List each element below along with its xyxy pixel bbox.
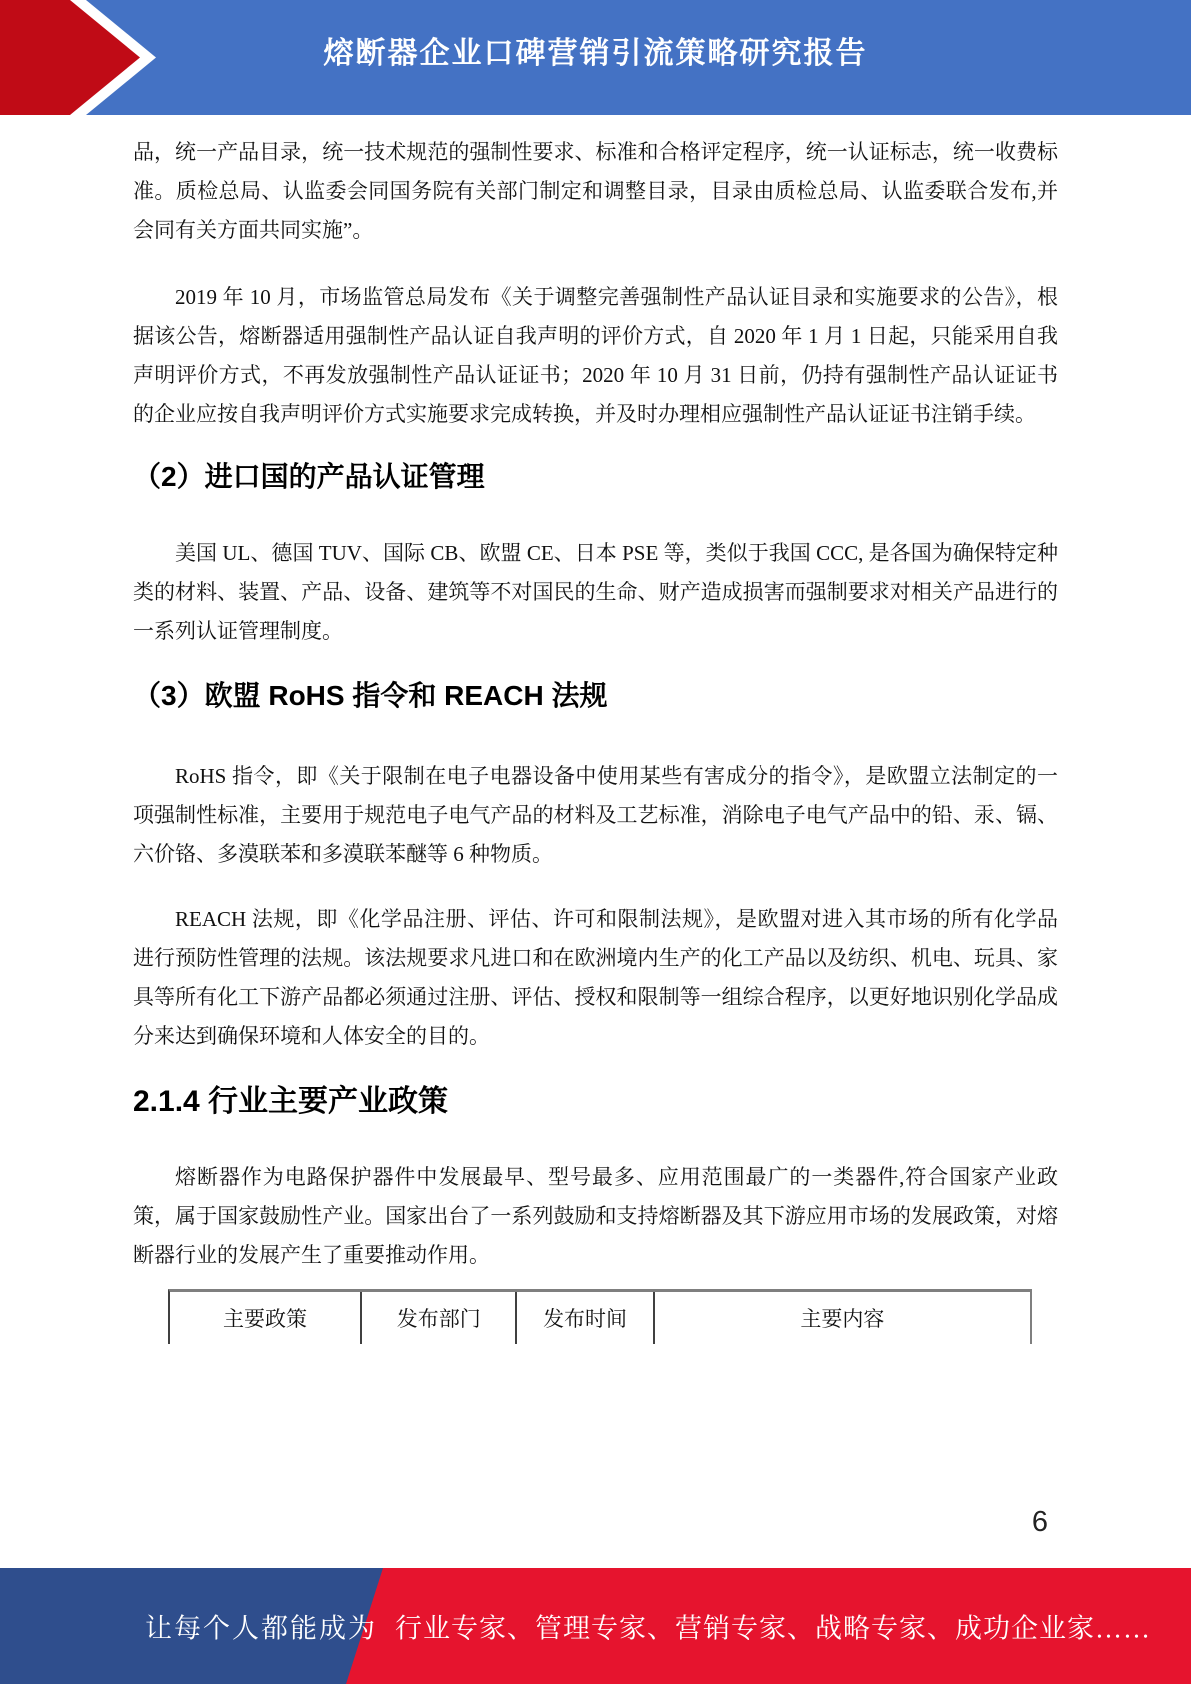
policy-table	[168, 1289, 1032, 1344]
document-body	[133, 115, 1058, 1344]
footer-banner	[0, 1568, 1191, 1684]
table-header-department: 发布部门	[362, 1292, 517, 1344]
paragraph-3: 美国 UL、德国 TUV、国际 CB、欧盟 CE、日本 PSE 等，类似于我国 CCC, 是各国为确保特定种类的材料、装置、产品、设备、建筑等不对国民的生命、财产造成损害而强制要求对相关产品进行的一系列认证管理制度。	[133, 541, 1058, 643]
page-number: 6	[1031, 1506, 1049, 1538]
paragraph-1: 品，统一产品目录，统一技术规范的强制性要求、标准和合格评定程序，统一认证标志，统一收费标准。质检总局、认监委会同国务院有关部门制定和调整目录，目录由质检总局、认监委联合发布,并会同有关方面共同实施”。	[133, 140, 1058, 242]
paragraph-5: REACH 法规，即《化学品注册、评估、许可和限制法规》，是欧盟对进入其市场的所有化学品进行预防性管理的法规。该法规要求凡进口和在欧洲境内生产的化工产品以及纺织、机电、玩具、家具等所有化工下游产品都必须通过注册、评估、授权和限制等一组综合程序，以更好地识别化学品成分来达到确保环境和人体安全的目的。	[133, 907, 1058, 1048]
section-heading-2-1-4: 2.1.4 行业主要产业政策	[133, 1085, 449, 1118]
page-title: 熔断器企业口碑营销引流策略研究报告	[323, 37, 868, 70]
table-header-date: 发布时间	[517, 1292, 654, 1344]
section-heading-2: （2）进口国的产品认证管理	[133, 461, 485, 492]
paragraph-2: 2019 年 10 月，市场监管总局发布《关于调整完善强制性产品认证目录和实施要求的公告》，根据该公告，熔断器适用强制性产品认证自我声明的评价方式，自 2020 年 1 月 1 日起，只能采用自我声明评价方式，不再发放强制性产品认证证书；2020 年 10 月 31 日前，仍持有强制性产品认证证书的企业应按自我声明评价方式实施要求完成转换，并及时办理相应强制性产品认证证书注销手续。	[133, 285, 1058, 426]
table-header-content: 主要内容	[800, 1307, 885, 1331]
footer-right-text: 行业专家、管理专家、营销专家、战略专家、成功企业家……	[395, 1613, 1151, 1644]
table-header-policy: 主要政策	[170, 1292, 362, 1344]
paragraph-4: RoHS 指令，即《关于限制在电子电器设备中使用某些有害成分的指令》，是欧盟立法制定的一项强制性标准，主要用于规范电子电气产品的材料及工艺标准，消除电子电气产品中的铅、汞、镉、六价铬、多漠联苯和多漠联苯醚等 6 种物质。	[133, 764, 1058, 866]
footer-left-text: 让每个人都能成为	[145, 1613, 377, 1644]
header-banner	[0, 0, 1191, 115]
paragraph-6: 熔断器作为电路保护器件中发展最早、型号最多、应用范围最广的一类器件,符合国家产业政策，属于国家鼓励性产业。国家出台了一系列鼓励和支持熔断器及其下游应用市场的发展政策，对熔断器行业的发展产生了重要推动作用。	[133, 1165, 1058, 1267]
section-heading-3: （3）欧盟 RoHS 指令和 REACH 法规	[133, 680, 608, 711]
